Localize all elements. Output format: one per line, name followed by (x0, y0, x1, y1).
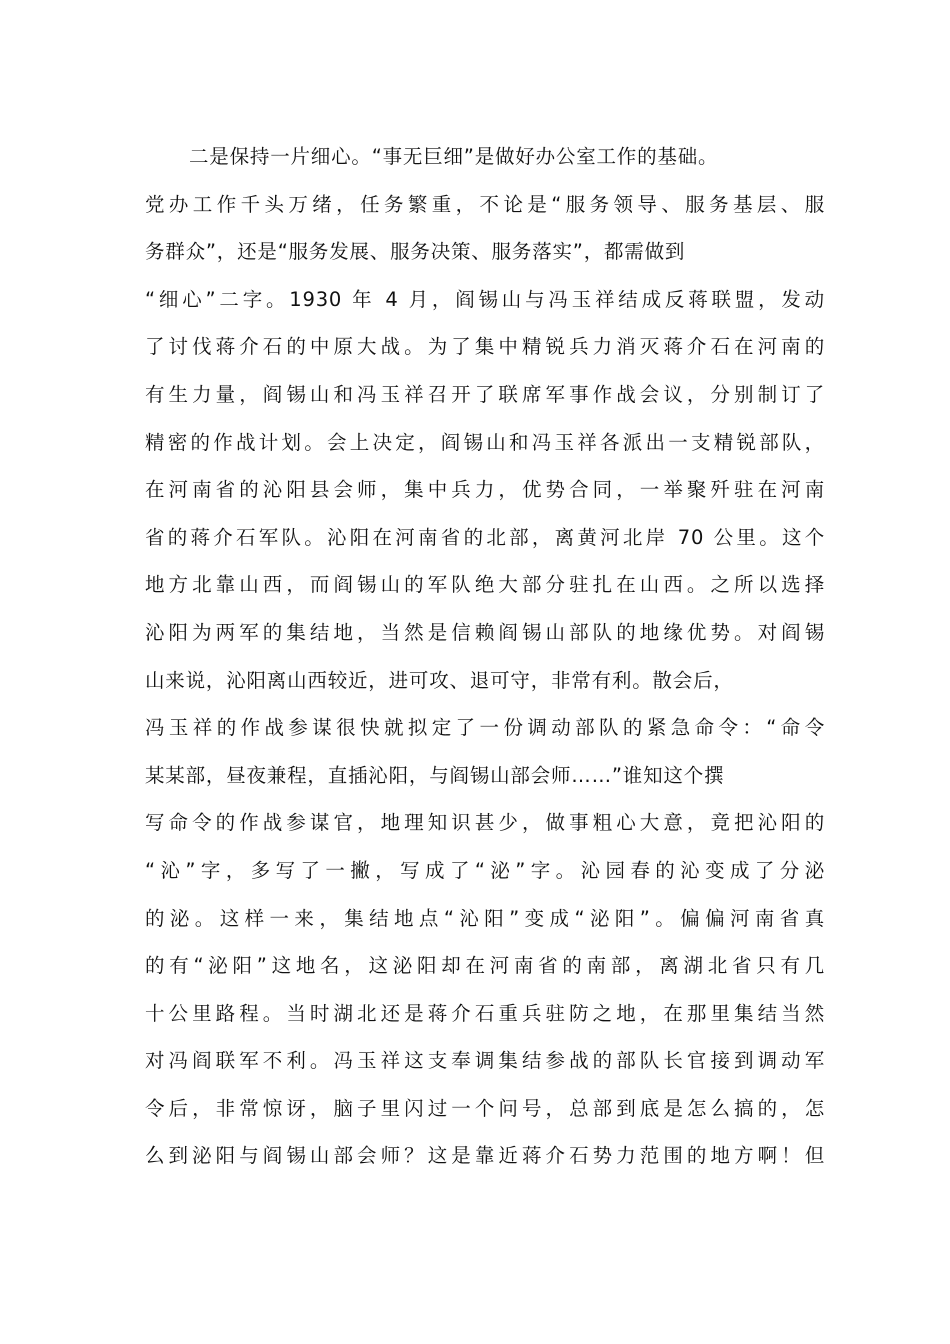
text-line: 十公里路程。当时湖北还是蒋介石重兵驻防之地，在那里集结当然 (145, 1001, 825, 1025)
text-line: 写命令的作战参谋官，地理知识甚少，做事粗心大意，竟把沁阳的 (145, 811, 825, 835)
text-line: “沁”字，多写了一撇，写成了“泌”字。沁园春的沁变成了分泌 (145, 858, 825, 882)
text-line: 省的蒋介石军队。沁阳在河南省的北部，离黄河北岸 70 公里。这个 (145, 525, 825, 549)
text-line: 党办工作千头万绪，任务繁重，不论是“服务领导、服务基层、服 (145, 192, 825, 216)
text-line: 令后，非常惊讶，脑子里闪过一个问号，总部到底是怎么搞的，怎 (145, 1096, 825, 1120)
text-line: 地方北靠山西，而阎锡山的军队绝大部分驻扎在山西。之所以选择 (145, 573, 825, 597)
text-line: 冯玉祥的作战参谋很快就拟定了一份调动部队的紧急命令：“命令 (145, 716, 825, 740)
text-line: 沁阳为两军的集结地，当然是信赖阎锡山部队的地缘优势。对阎锡 (145, 620, 825, 644)
text-line: 务群众”，还是“服务发展、服务决策、服务落实”，都需做到 (145, 240, 686, 264)
text-line: 在河南省的沁阳县会师，集中兵力，优势合同，一举聚歼驻在河南 (145, 478, 825, 502)
text-line: 的泌。这样一来，集结地点“沁阳”变成“泌阳”。偏偏河南省真 (145, 906, 825, 930)
text-line: 精密的作战计划。会上决定，阎锡山和冯玉祥各派出一支精锐部队， (145, 430, 825, 454)
text-line: 对冯阎联军不利。冯玉祥这支奉调集结参战的部队长官接到调动军 (145, 1049, 825, 1073)
text-line: 了讨伐蒋介石的中原大战。为了集中精锐兵力消灭蒋介石在河南的 (145, 335, 825, 359)
text-line: 的有“泌阳”这地名，这泌阳却在河南省的南部，离湖北省只有几 (145, 954, 825, 978)
text-line: 某某部，昼夜兼程，直插沁阳，与阎锡山部会师……”谁知这个撰 (145, 763, 725, 787)
text-line: 二是保持一片细心。“事无巨细”是做好办公室工作的基础。 (189, 145, 719, 168)
body-paragraph (145, 133, 825, 1180)
text-line: 有生力量，阎锡山和冯玉祥召开了联席军事作战会议，分别制订了 (145, 382, 825, 406)
text-line: 么到泌阳与阎锡山部会师？这是靠近蒋介石势力范围的地方啊！但 (145, 1144, 825, 1168)
text-line: 山来说，沁阳离山西较近，进可攻、退可守，非常有利。散会后， (145, 668, 734, 692)
text-line: “细心”二字。1930 年 4 月，阎锡山与冯玉祥结成反蒋联盟，发动 (145, 287, 825, 311)
